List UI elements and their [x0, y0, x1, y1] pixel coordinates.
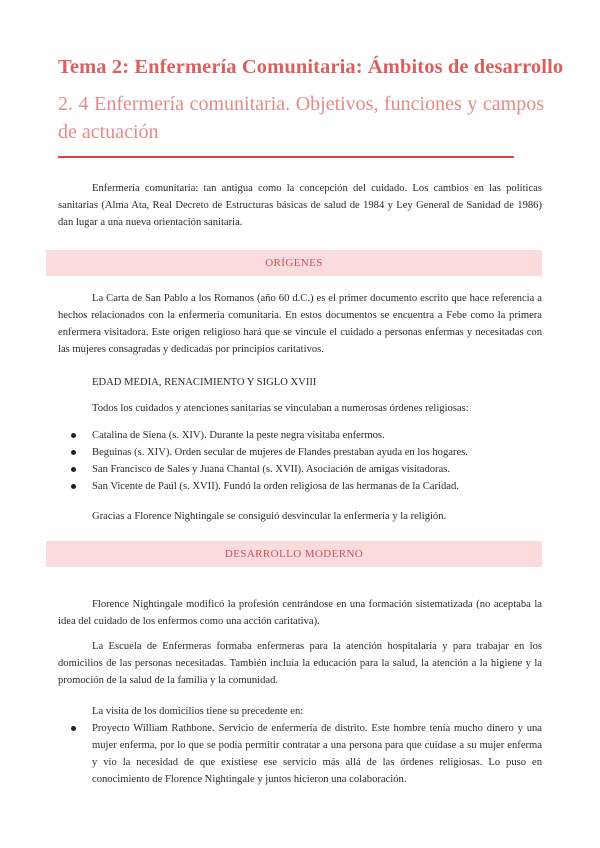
list-item: San Francisco de Sales y Juana Chantal (s. XVII). Asociación de amigas visitadoras.	[58, 461, 542, 478]
section-heading-origenes: ORÍGENES	[46, 250, 542, 276]
list-item: Proyecto William Rathbone. Servicio de enfermería de distrito. Este hombre tenía mucho dinero y una mujer enferma, por lo que se podía permitir contratar a una persona para que cuidase a su mujer enferma y vio la necesidad de que existiese ese servicio más allá de las órdenes religiosas. Lo puso en conocimiento de Florence Nightingale y juntos hicieron una colaboración.	[58, 720, 542, 788]
document-subtitle: 2. 4 Enfermería comunitaria. Objetivos, funciones y campos de actuación	[58, 93, 544, 143]
origenes-paragraph: La Carta de San Pablo a los Romanos (año 60 d.C.) es el primer documento escrito que hace referencia a hechos relacionados con la enfermería comunitaria. En estos documentos se encuentra a Febe como la primera enfermera visitadora. Este origen religioso hará que se vincule el cuidado a personas enfermas y necesitadas con las mujeres consagradas y dedicadas por principios caritativos.	[58, 293, 542, 355]
document-title: Tema 2: Enfermería Comunitaria: Ámbitos de desarrollo	[58, 56, 564, 78]
desarrollo-paragraph-2: La Escuela de Enfermeras formaba enfermeras para la atención hospitalaria y para trabajar en los domicilios de las personas necesitadas. También incluía la educación para la salud, la atención a la higiene y la promoción de la salud de la familia y la comunidad.	[58, 641, 542, 686]
bullet-icon	[71, 433, 76, 438]
desarrollo-paragraph-1: Florence Nightingale modificó la profesión centrándose en una formación sistematizada (no aceptaba la idea del cuidado de los enfermos como una acción caritativa).	[58, 599, 542, 627]
desarrollo-paragraph-3: La visita de los domicilios tiene su precedente en:	[92, 706, 304, 717]
list-item: San Vicente de Paúl (s. XVII). Fundó la orden religiosa de las hermanas de la Caridad.	[58, 478, 542, 495]
bullet-icon	[71, 726, 76, 731]
list-item: Beguinas (s. XIV). Orden secular de mujeres de Flandes prestaban ayuda en los hogares.	[58, 444, 542, 461]
title-divider	[58, 156, 514, 158]
subheading-edad-media: EDAD MEDIA, RENACIMIENTO Y SIGLO XVIII	[92, 377, 317, 388]
nightingale-paragraph: Gracias a Florence Nightingale se consiguió desvincular la enfermería y la religión.	[92, 511, 447, 522]
bullet-icon	[71, 484, 76, 489]
section-heading-desarrollo-moderno: DESARROLLO MODERNO	[46, 541, 542, 567]
list-item: Catalina de Siena (s. XIV). Durante la peste negra visitaba enfermos.	[58, 427, 542, 444]
intro-paragraph: Enfermería comunitaria: tan antigua como la concepción del cuidado. Los cambios en las políticas sanitarias (Alma Ata, Real Decreto de Estructuras básicas de salud de 1984 y Ley General de Sanidad de 1986) dan lugar a una nueva orientación sanitaria.	[58, 183, 542, 228]
bullet-icon	[71, 467, 76, 472]
bullet-icon	[71, 450, 76, 455]
ordenes-intro-paragraph: Todos los cuidados y atenciones sanitarias se vinculaban a numerosas órdenes religiosas:	[92, 403, 469, 414]
ordenes-list	[58, 427, 542, 495]
precedentes-list	[58, 720, 542, 788]
